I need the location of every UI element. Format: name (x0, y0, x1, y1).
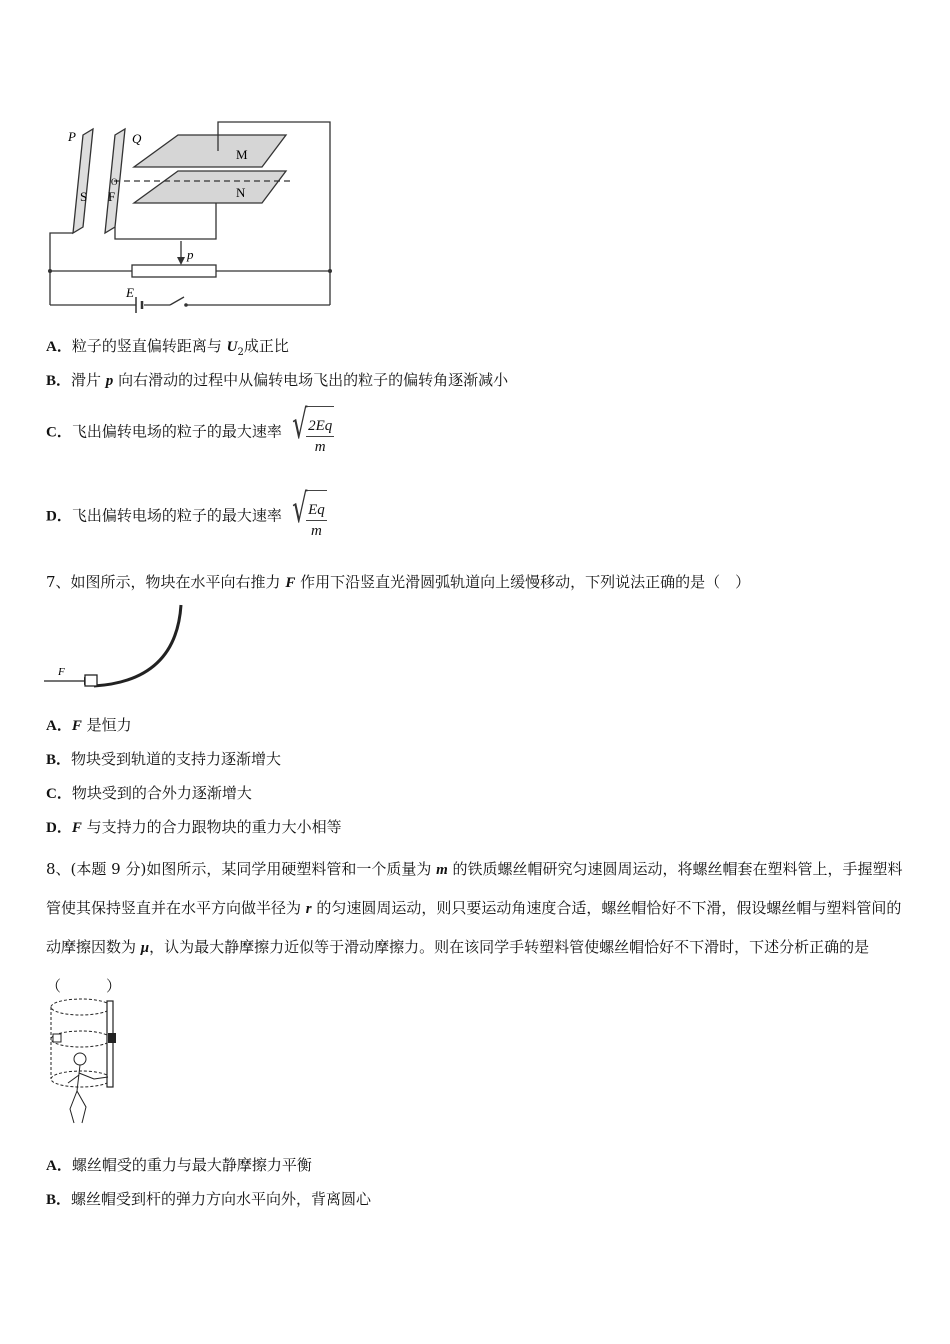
label-F: F (108, 189, 116, 204)
q7-stem: 7、如图所示，物块在水平向右推力 F 作用下沿竖直光滑圆弧轨道向上缓慢移动，下列说法正确的是（ ） (46, 573, 751, 591)
label-N: N (236, 185, 246, 200)
q8-stem: 8、(本题 9 分)如图所示，某同学用硬塑料管和一个质量为 m 的铁质螺丝帽研究匀速圆周运动，将螺丝帽套在塑料管上，手握塑料管使其保持竖直并在水平方向做半径为 r 的匀速圆周运动，则只要运动角速度合适，螺丝帽恰好不下滑，假设螺丝帽与塑料管间的动摩擦因数为 μ，认为最大静摩擦力近似等于滑动摩擦力。则在该同学手转塑料管使螺丝帽恰好不下滑时，下述分析正确的是（ ） (46, 860, 903, 995)
label-O: O (111, 177, 118, 187)
q7-option-a: A．F 是恒力 (46, 716, 132, 734)
spinning-tube-figure (44, 995, 124, 1133)
q6-option-c: C．飞出偏转电场的粒子的最大速率 √ $\frac{2Eq}{m}$ (46, 402, 334, 458)
label-E: E (126, 285, 134, 300)
force-label-F: F (58, 666, 65, 678)
sqrt-formula-d: √ $\frac{Eq}{m}$ (287, 486, 327, 547)
q6-option-b: B．滑片 p 向右滑动的过程中从偏转电场飞出的粒子的偏转角逐渐减小 (46, 371, 509, 389)
arc-track-figure (44, 603, 194, 693)
q7-option-c: C．物块受到的合外力逐渐增大 (46, 784, 252, 802)
q7-option-b: B．物块受到轨道的支持力逐渐增大 (46, 750, 282, 768)
q8-option-b: B．螺丝帽受到杆的弹力方向水平向外，背离圆心 (46, 1190, 372, 1208)
label-Q: Q (132, 131, 142, 146)
q7-option-d: D．F 与支持力的合力跟物块的重力大小相等 (46, 818, 342, 836)
q8-option-a: A．螺丝帽受的重力与最大静摩擦力平衡 (46, 1156, 312, 1174)
q6-option-a: A．粒子的竖直偏转距离与 $U_2$成正比 (46, 337, 289, 358)
label-p: p (187, 247, 194, 262)
label-P: P (68, 129, 76, 144)
label-M: M (236, 147, 248, 162)
q6-option-d: D．飞出偏转电场的粒子的最大速率 √ $\frac{Eq}{m}$ (46, 486, 327, 542)
deflection-circuit-figure (40, 115, 340, 315)
label-S: S (80, 189, 88, 204)
sqrt-formula-c: √ $\frac{2Eq}{m}$ (287, 402, 335, 463)
